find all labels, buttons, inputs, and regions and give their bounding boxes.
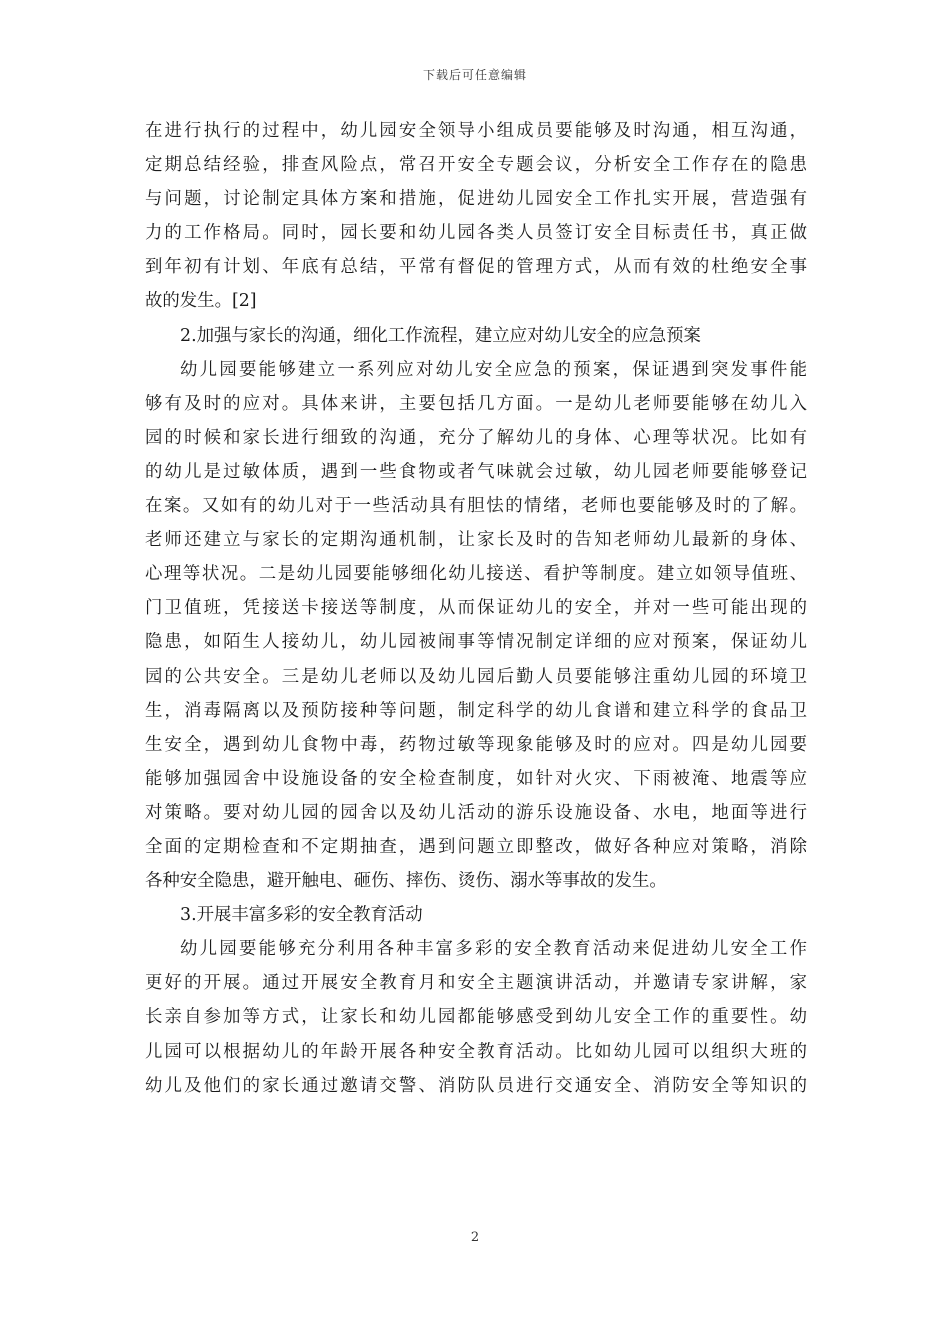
text-line: 与问题，讨论制定具体方案和措施，促进幼儿园安全工作扎实开展，营造强有: [145, 189, 807, 210]
paragraph: [145, 353, 807, 899]
text-line: 更好的开展。通过开展安全教育月和安全主题演讲活动，并邀请专家讲解，家: [145, 973, 807, 994]
paragraph: [145, 932, 807, 1102]
heading-line: 3.开展丰富多彩的安全教育活动: [180, 905, 423, 926]
text-line: 幼儿园要能够充分利用各种丰富多彩的安全教育活动来促进幼儿安全工作: [180, 939, 807, 960]
page-number: 2: [470, 1230, 480, 1245]
text-line: 在进行执行的过程中，幼儿园安全领导小组成员要能够及时沟通，相互沟通，: [145, 121, 807, 141]
text-line: 隐患，如陌生人接幼儿，幼儿园被闹事等情况制定详细的应对预案，保证幼儿: [145, 632, 807, 653]
text-line: 门卫值班，凭接送卡接送等制度，从而保证幼儿的安全，并对一些可能出现的: [145, 598, 807, 619]
text-line: 在案。又如有的幼儿对于一些活动具有胆怯的情绪，老师也要能够及时的了解。: [145, 496, 807, 517]
text-line: 园的公共安全。三是幼儿老师以及幼儿园后勤人员要能够注重幼儿园的环境卫: [145, 666, 807, 687]
text-line: 够有及时的应对。具体来讲，主要包括几方面。一是幼儿老师要能够在幼儿入: [145, 393, 807, 414]
document-body: [145, 114, 807, 1103]
text-line: 定期总结经验，排查风险点，常召开安全专题会议，分析安全工作存在的隐患: [145, 155, 807, 176]
text-line: 的幼儿是过敏体质，遇到一些食物或者气味就会过敏，幼儿园老师要能够登记: [145, 461, 807, 482]
text-line: 力的工作格局。同时，园长要和幼儿园各类人员签订安全目标责任书，真正做: [145, 223, 807, 244]
text-line: 儿园可以根据幼儿的年龄开展各种安全教育活动。比如幼儿园可以组织大班的: [145, 1041, 807, 1062]
text-line: 全面的定期检查和不定期抽查，遇到问题立即整改，做好各种应对策略，消除: [145, 836, 807, 857]
text-line: 生，消毒隔离以及预防接种等问题，制定科学的幼儿食谱和建立科学的食品卫: [145, 700, 807, 721]
text-line: 园的时候和家长进行细致的沟通，充分了解幼儿的身体、心理等状况。比如有: [145, 427, 807, 448]
text-line: 到年初有计划、年底有总结，平常有督促的管理方式，从而有效的杜绝安全事: [145, 257, 807, 278]
text-line: 长亲自参加等方式，让家长和幼儿园都能够感受到幼儿安全工作的重要性。幼: [145, 1007, 807, 1028]
text-line: 幼儿园要能够建立一系列应对幼儿安全应急的预案，保证遇到突发事件能: [180, 359, 807, 380]
text-line: 老师还建立与家长的定期沟通机制，让家长及时的告知老师幼儿最新的身体、: [145, 530, 807, 551]
text-line: 能够加强园舍中设施设备的安全检查制度，如针对火灾、下雨被淹、地震等应: [145, 768, 807, 789]
section-heading: [145, 319, 807, 353]
text-line: 故的发生。[2]: [145, 291, 257, 312]
page-header: 下载后可任意编辑: [422, 68, 527, 82]
text-line: 幼儿及他们的家长通过邀请交警、消防队员进行交通安全、消防安全等知识的: [145, 1075, 807, 1096]
text-line: 各种安全隐患，避开触电、砸伤、摔伤、烫伤、溺水等事故的发生。: [145, 871, 667, 892]
paragraph: [145, 114, 807, 319]
text-line: 对策略。要对幼儿园的园舍以及幼儿活动的游乐设施设备、水电，地面等进行: [145, 802, 807, 823]
heading-line: 2.加强与家长的沟通，细化工作流程，建立应对幼儿安全的应急预案: [180, 325, 701, 346]
text-line: 生安全，遇到幼儿食物中毒，药物过敏等现象能够及时的应对。四是幼儿园要: [145, 734, 807, 755]
section-heading: [145, 898, 807, 932]
text-line: 心理等状况。二是幼儿园要能够细化幼儿接送、看护等制度。建立如领导值班、: [145, 564, 807, 585]
